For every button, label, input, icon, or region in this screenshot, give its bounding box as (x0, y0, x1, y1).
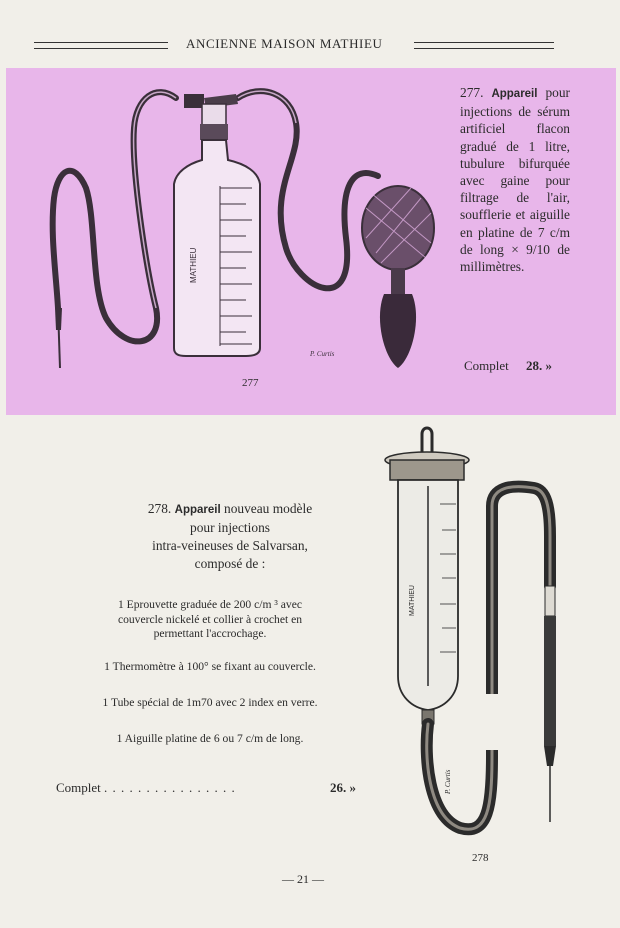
page-header (34, 34, 554, 56)
item-277-panel (6, 68, 616, 415)
item-278-price: 26. » (330, 780, 356, 795)
item-278-description (100, 500, 360, 573)
header-title: ANCIENNE MAISON MATHIEU (186, 36, 383, 51)
item-278-price-leader: . . . . . . . . . . . . . . . . (104, 780, 236, 795)
item-278-illustration (370, 426, 580, 856)
component-3: 1 Tube spécial de 1m70 avec 2 index en verre. (102, 696, 318, 709)
item-278-keyword: Appareil (174, 504, 221, 516)
item-278-line3: intra-veineuses de Salvarsan, (152, 538, 308, 553)
item-277-illustration (6, 68, 446, 415)
item-277-number: 277. (460, 85, 484, 100)
tube-brand-278: MATHIEU (409, 585, 416, 616)
item-277-price-label: Complet (464, 358, 509, 373)
item-277-text: pour injections de sérum artificiel flacon gradué de 1 litre, tubulure bifurquée avec gaine pour filtrage de l'air, soufflerie et aiguille en platine de 7 c/m de long × 9/10 de millimètres. (460, 85, 570, 275)
item-277-keyword: Appareil (491, 88, 538, 100)
header-rule-left (34, 42, 168, 49)
figure-label-278: 278 (472, 852, 489, 864)
item-277-price-line (464, 358, 584, 374)
header-rule-right (414, 42, 554, 49)
item-277-price: 28. » (526, 358, 553, 373)
component-4: 1 Aiguille platine de 6 ou 7 c/m de long. (116, 732, 304, 745)
item-278-price-line (56, 780, 356, 796)
signature-278: P. Curtis (444, 769, 452, 794)
page-number: — 21 — (282, 872, 324, 886)
component-1: 1 Eprouvette graduée de 200 c/m ³ avec couvercle nickelé et collier à crochet en permettant l'accrochage. (117, 598, 303, 640)
bottle-brand-277: MATHIEU (189, 247, 198, 283)
item-278-line2: pour injections (190, 520, 270, 535)
item-278-line4: composé de : (194, 556, 266, 571)
item-278-line1: nouveau modèle (224, 501, 313, 516)
item-278-price-label: Complet (56, 780, 101, 795)
component-2: 1 Thermomètre à 100° se fixant au couvercle. (104, 660, 316, 673)
item-278-number: 278. (147, 501, 172, 516)
signature-277: P. Curtis (310, 350, 335, 358)
figure-label-277: 277 (242, 377, 259, 389)
item-277-description (460, 84, 570, 275)
